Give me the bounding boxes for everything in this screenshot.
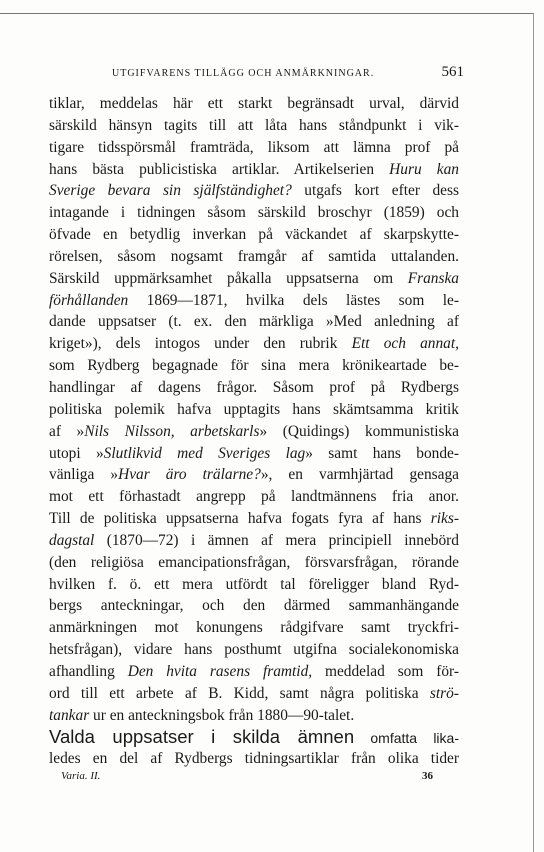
text-segment: Valda uppsatser i skilda ämnen [49, 726, 355, 748]
text-line [49, 683, 459, 705]
text-segment: Särskild uppmärksamhet påkalla uppsatserna om [49, 269, 408, 287]
italic-title-segment: Franska [407, 269, 459, 287]
text-segment: ledes en del af Rydbergs tidningsartiklar från olika tider [49, 750, 459, 768]
text-segment: utopi » [49, 444, 104, 462]
text-segment: bergs anteckningar, och den därmed sammanhängande [49, 597, 459, 615]
text-line [49, 661, 459, 683]
right-page-edge [533, 13, 534, 852]
text-line [49, 574, 459, 596]
body-text [49, 93, 459, 770]
text-line [49, 705, 459, 727]
text-line [49, 617, 459, 639]
italic-title-segment: Huru kan [389, 160, 459, 178]
text-line [49, 137, 459, 159]
text-line [49, 333, 459, 355]
text-line [49, 639, 459, 661]
text-segment: af » [49, 422, 85, 440]
text-segment: politiska polemik hafva upptagits hans skämtsamma kritik [49, 400, 459, 418]
text-segment: särskild hänsyn tagits till att låta hans ståndpunkt i vik- [49, 116, 459, 134]
text-segment: anmärkningen mot konungens rådgifvare samt tryckfri- [49, 619, 459, 637]
text-line [49, 530, 459, 552]
text-line [49, 202, 459, 224]
italic-title-segment: tankar [49, 706, 90, 724]
text-line [49, 726, 459, 748]
text-segment: Till de politiska uppsatserna hafva fogats fyra af hans [49, 510, 431, 528]
text-segment: meddelad som för- [312, 662, 459, 680]
text-line [49, 595, 459, 617]
text-segment: mot ett förhastadt angrepp på landtmännens fria anor. [49, 488, 459, 506]
text-line [49, 377, 459, 399]
text-line [49, 268, 459, 290]
text-segment: tiklar, meddelas här ett starkt begränsadt urval, därvid [49, 95, 459, 112]
page-footer [61, 770, 433, 786]
text-segment: hans bästa publicistiska artiklar. Artikelserien [49, 160, 390, 178]
italic-title-segment: Nils Nilsson, arbetskarls [84, 422, 260, 440]
text-segment: afhandling [49, 662, 128, 680]
italic-title-segment: Den hvita rasens framtid, [127, 662, 313, 680]
text-line [49, 311, 459, 333]
text-line [49, 748, 459, 770]
text-line [49, 224, 459, 246]
italic-title-segment: Slutlikvid med Sveriges lag [103, 444, 306, 462]
text-segment: » (Quidings) kommunistiska [259, 422, 460, 440]
text-segment: hetsfrågan), vidare hans posthumt utgifna socialekonomiska [49, 641, 459, 659]
text-segment: 1869—1871, hvilka dels lästes som le- [128, 291, 459, 309]
text-line [49, 399, 459, 421]
text-segment: (1870—72) i ämnen af mera principiell innebörd [94, 531, 459, 549]
text-line [49, 464, 459, 486]
text-segment: (den religiösa emancipationsfrågan, försvarsfrågan, rörande [49, 553, 459, 571]
text-line [49, 552, 459, 574]
text-segment: öfvade en betydlig inverkan på väckandet af skarpskytte- [49, 226, 459, 244]
italic-title-segment: Ett och annat, [351, 335, 459, 353]
text-line [49, 443, 459, 465]
text-line [49, 290, 459, 312]
italic-title-segment: dagstal [49, 531, 95, 549]
italic-title-segment: riks- [430, 510, 459, 528]
text-line [49, 159, 459, 181]
text-segment: ord till ett arbete af B. Kidd, samt några politiska [49, 684, 430, 702]
sheet-number: 36 [422, 770, 433, 782]
text-line [49, 115, 459, 137]
text-segment: hvilken f. ö. ett mera utfördt tal föreligger bland Ryd- [49, 575, 459, 593]
top-page-edge [0, 13, 534, 14]
text-line [49, 246, 459, 268]
text-line [49, 486, 459, 508]
text-line [49, 421, 459, 443]
italic-title-segment: Sverige bevara sin själfständighet? [49, 182, 292, 200]
text-segment: omfatta lika- [354, 730, 459, 747]
text-segment: utgafs kort efter dess [291, 182, 459, 200]
running-head: UTGIFVARENS TILLÄGG OCH ANMÄRKNINGAR. [112, 68, 375, 79]
text-line [49, 355, 459, 377]
text-segment: tigare tidsspörsmål framträda, liksom att lämna prof på [49, 138, 459, 156]
page-header [87, 64, 464, 86]
text-line [49, 93, 459, 115]
text-segment: rörelsen, såsom nogsamt framgår af samtida uttalanden. [49, 247, 459, 265]
text-segment: kriget»), dels intogos under den rubrik [49, 335, 352, 353]
text-line [49, 508, 459, 530]
text-segment: dande uppsatser (t. ex. den märkliga »Med anledning af [49, 313, 459, 331]
italic-title-segment: strö- [429, 684, 459, 702]
signature-mark: Varia. II. [61, 770, 101, 782]
text-segment: vänliga » [49, 466, 119, 484]
text-segment: som Rydberg begagnade för sina mera krönikeartade be- [49, 357, 459, 375]
text-line [49, 180, 459, 202]
text-segment: » samt hans bonde- [305, 444, 459, 462]
page-number: 561 [441, 64, 464, 80]
text-segment: intagande i tidningen såsom särskild broschyr (1859) och [49, 204, 459, 222]
text-segment: handlingar af dagens frågor. Såsom prof på Rydbergs [49, 378, 459, 396]
text-segment: ur en anteckningsbok från 1880—90-talet. [89, 706, 355, 724]
italic-title-segment: Hvar äro trälarne? [118, 466, 261, 484]
text-segment: », en varmhjärtad gensaga [260, 466, 460, 484]
italic-title-segment: förhållanden [49, 291, 129, 309]
